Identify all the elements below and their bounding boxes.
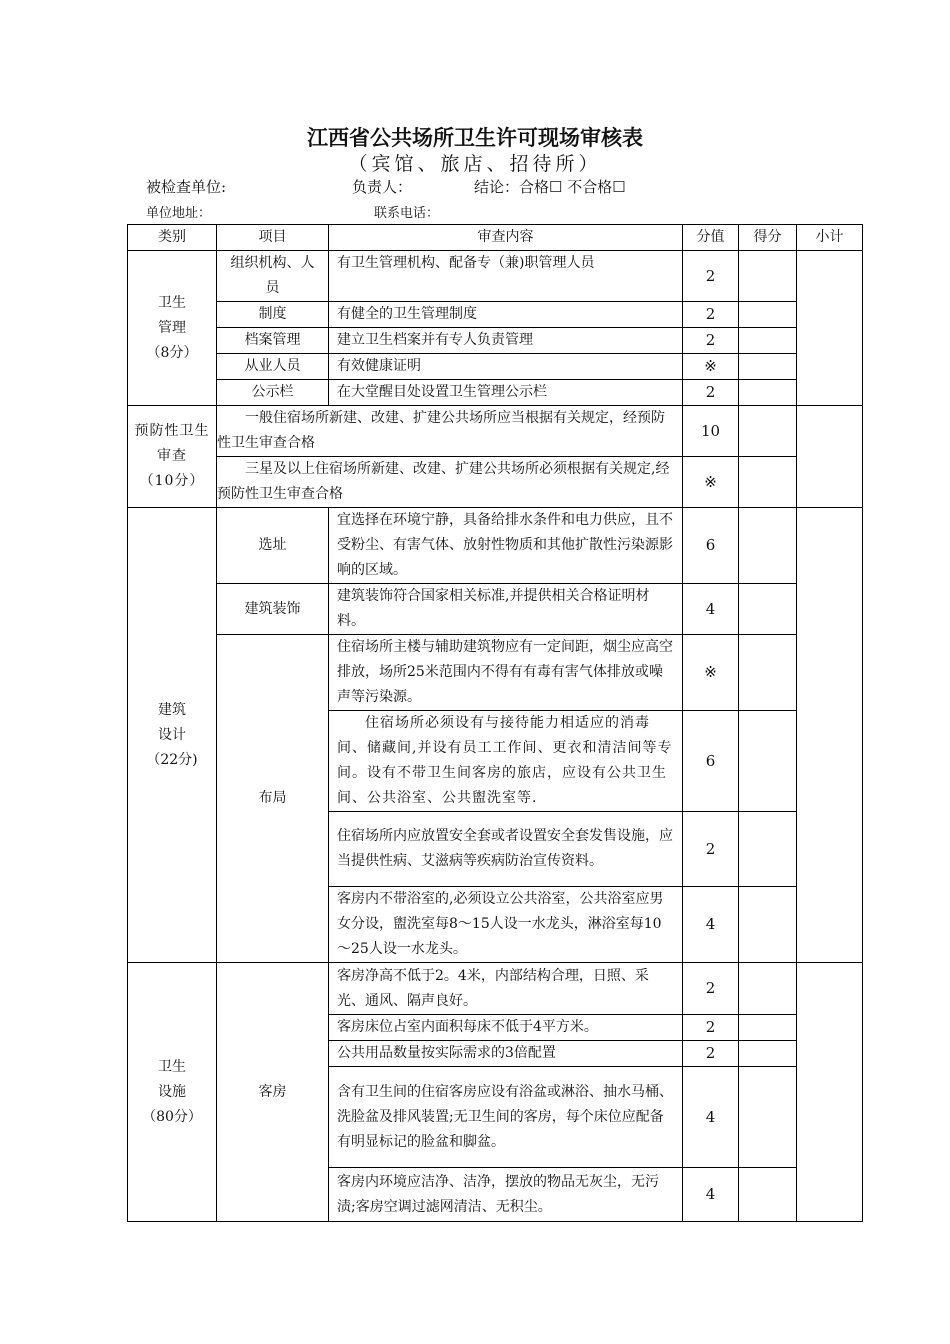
score-cell[interactable]: [739, 302, 797, 328]
table-row: [128, 354, 863, 380]
content-cell: 客房净高不低于2。4米，内部结构合理，日照、采光、通风、隔声良好。: [329, 963, 683, 1015]
item-cell: 布局: [217, 635, 329, 963]
col-header-score: 得分: [739, 225, 797, 251]
phone-label: 联系电话：: [374, 206, 440, 221]
score-cell[interactable]: [739, 584, 797, 635]
score-cell[interactable]: [739, 887, 797, 963]
score-cell[interactable]: [739, 812, 797, 887]
table-row: [128, 328, 863, 354]
score-cell[interactable]: [739, 635, 797, 711]
col-header-subtotal: 小计: [797, 225, 863, 251]
content-cell: 在大堂醒目处设置卫生管理公示栏: [329, 380, 683, 406]
category-preventive: 预防性卫生审查 （10分）: [128, 406, 217, 508]
score-cell[interactable]: [739, 1015, 797, 1041]
score-cell[interactable]: [739, 328, 797, 354]
score-cell[interactable]: [739, 457, 797, 508]
content-cell: 住宿场所主楼与辅助建筑物应有一定间距，烟尘应高空排放，场所25米范围内不得有有毒有害气体排放或噪声等污染源。: [329, 635, 683, 711]
responsible-label: 负责人：: [352, 178, 413, 196]
points-cell: 2: [683, 251, 739, 302]
item-cell: 组织机构、人员: [217, 251, 329, 302]
points-cell: 4: [683, 1067, 739, 1168]
score-cell[interactable]: [739, 251, 797, 302]
category-building: 建筑 设计 （22分): [128, 508, 217, 963]
table-row: [128, 508, 863, 584]
item-cell: 档案管理: [217, 328, 329, 354]
category-hygiene-mgmt: 卫生 管理 （8分）: [128, 251, 217, 406]
col-header-item: 项目: [217, 225, 329, 251]
score-cell[interactable]: [739, 711, 797, 812]
table-row: [128, 457, 863, 508]
points-cell: ※: [683, 635, 739, 711]
page-title: 江西省公共场所卫生许可现场审核表: [307, 125, 643, 150]
points-cell: 6: [683, 508, 739, 584]
subtotal-cell[interactable]: [797, 963, 863, 1222]
audit-table: [127, 224, 863, 1222]
page-subtitle: （宾馆、旅店、招待所）: [348, 153, 602, 175]
conclusion-label: 结论：合格☐ 不合格☐: [474, 178, 626, 196]
table-header-row: [128, 225, 863, 251]
item-cell: 客房: [217, 963, 329, 1222]
subtotal-cell[interactable]: [797, 508, 863, 963]
points-cell: 2: [683, 1015, 739, 1041]
content-cell: 客房内环境应洁净、洁净，摆放的物品无灰尘，无污渍;客房空调过滤网清洁、无积尘。: [329, 1168, 683, 1222]
score-cell[interactable]: [739, 508, 797, 584]
table-row: [128, 635, 863, 711]
table-row: [128, 380, 863, 406]
score-cell[interactable]: [739, 1168, 797, 1222]
content-cell: 住宿场所内应放置安全套或者设置安全套发售设施，应当提供性病、艾滋病等疾病防治宣传资料。: [329, 812, 683, 887]
col-header-points: 分值: [683, 225, 739, 251]
score-cell[interactable]: [739, 1041, 797, 1067]
points-cell: 2: [683, 963, 739, 1015]
table-row: [128, 584, 863, 635]
table-row: [128, 406, 863, 457]
subtotal-cell[interactable]: [797, 251, 863, 406]
item-cell: 建筑装饰: [217, 584, 329, 635]
content-cell: 有效健康证明: [329, 354, 683, 380]
score-cell[interactable]: [739, 380, 797, 406]
points-cell: ※: [683, 457, 739, 508]
points-cell: 2: [683, 302, 739, 328]
points-cell: ※: [683, 354, 739, 380]
points-cell: 6: [683, 711, 739, 812]
content-cell: 建筑装饰符合国家相关标准,并提供相关合格证明材料。: [329, 584, 683, 635]
points-cell: 2: [683, 380, 739, 406]
content-cell: 三星及以上住宿场所新建、改建、扩建公共场所必须根据有关规定,经预防性卫生审查合格: [217, 457, 683, 508]
subtotal-cell[interactable]: [797, 406, 863, 508]
content-cell: 宜选择在环境宁静，具备给排水条件和电力供应，且不受粉尘、有害气体、放射性物质和其他扩散性污染源影响的区域。: [329, 508, 683, 584]
points-cell: 2: [683, 328, 739, 354]
content-cell: 客房内不带浴室的,必须设立公共浴室，公共浴室应男女分设，盥洗室每8～15人设一水龙头，淋浴室每10～25人设一水龙头。: [329, 887, 683, 963]
points-cell: 10: [683, 406, 739, 457]
content-cell: 公共用品数量按实际需求的3倍配置: [329, 1041, 683, 1067]
item-cell: 制度: [217, 302, 329, 328]
score-cell[interactable]: [739, 406, 797, 457]
content-cell: 含有卫生间的住宿客房应设有浴盆或淋浴、抽水马桶、洗脸盆及排风装置;无卫生间的客房，每个床位应配备有明显标记的脸盆和脚盆。: [329, 1067, 683, 1168]
points-cell: 4: [683, 1168, 739, 1222]
points-cell: 4: [683, 887, 739, 963]
content-cell: 有卫生管理机构、配备专（兼)职管理人员: [329, 251, 683, 302]
inspected-unit-label: 被检查单位:: [146, 178, 227, 196]
category-facilities: 卫生 设施 （80分）: [128, 963, 217, 1222]
points-cell: 2: [683, 1041, 739, 1067]
points-cell: 2: [683, 812, 739, 887]
content-cell: 客房床位占室内面积每床不低于4平方米。: [329, 1015, 683, 1041]
col-header-category: 类别: [128, 225, 217, 251]
table-row: [128, 302, 863, 328]
content-cell: 有健全的卫生管理制度: [329, 302, 683, 328]
score-cell[interactable]: [739, 963, 797, 1015]
table-row: [128, 963, 863, 1015]
content-cell: 建立卫生档案并有专人负责管理: [329, 328, 683, 354]
col-header-content: 审查内容: [329, 225, 683, 251]
address-label: 单位地址：: [146, 206, 212, 221]
points-cell: 4: [683, 584, 739, 635]
content-cell: 一般住宿场所新建、改建、扩建公共场所应当根据有关规定，经预防性卫生审查合格: [217, 406, 683, 457]
score-cell[interactable]: [739, 1067, 797, 1168]
item-cell: 公示栏: [217, 380, 329, 406]
score-cell[interactable]: [739, 354, 797, 380]
table-row: [128, 251, 863, 302]
item-cell: 选址: [217, 508, 329, 584]
content-cell: 住宿场所必须设有与接待能力相适应的消毒间、储藏间,并设有员工工作间、更衣和清洁间等专间。设有不带卫生间客房的旅店，应设有公共卫生间、公共浴室、公共盥洗室等.: [329, 711, 683, 812]
item-cell: 从业人员: [217, 354, 329, 380]
